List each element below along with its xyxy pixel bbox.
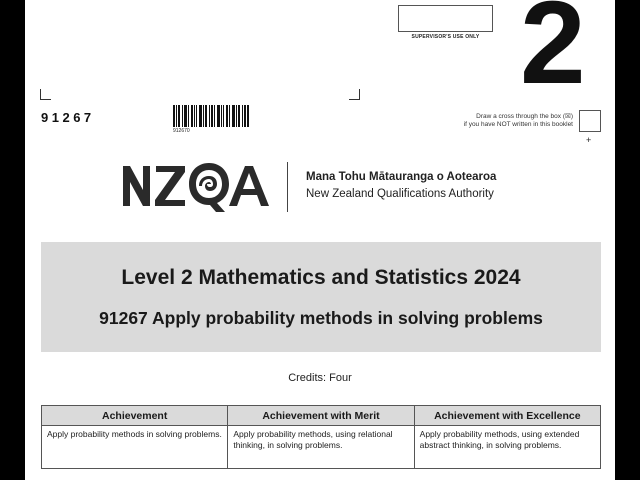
- standard-code: 91267: [41, 110, 95, 125]
- barcode-number: 912670: [173, 128, 190, 134]
- plus-mark: +: [586, 135, 592, 145]
- merit-description: Apply probability methods, using relational thinking, in solving problems.: [228, 426, 414, 469]
- header-merit: Achievement with Merit: [228, 406, 414, 426]
- cross-instruction: [395, 113, 573, 130]
- header-excellence: Achievement with Excellence: [414, 406, 600, 426]
- achievement-criteria-table: [41, 405, 601, 469]
- barcode: [173, 105, 249, 127]
- cross-instruction-line1: Draw a cross through the box (☒): [476, 113, 573, 120]
- not-written-checkbox[interactable]: [579, 110, 601, 132]
- exam-title: Level 2 Mathematics and Statistics 2024: [121, 266, 521, 289]
- nzqa-maori-name: Mana Tohu Mātauranga o Aotearoa: [306, 171, 497, 183]
- header-achievement: Achievement: [42, 406, 228, 426]
- nzqa-logo: [121, 160, 271, 214]
- supervisor-use-box: [398, 5, 493, 32]
- crop-mark-right: [349, 89, 360, 100]
- logo-divider: [287, 162, 288, 212]
- standard-title: 91267 Apply probability methods in solving problems: [99, 308, 543, 328]
- exam-cover-page: [25, 0, 615, 480]
- achievement-description: Apply probability methods in solving problems.: [42, 426, 228, 469]
- excellence-description: Apply probability methods, using extended abstract thinking, in solving problems.: [414, 426, 600, 469]
- cross-instruction-line2: if you have NOT written in this booklet: [463, 121, 573, 129]
- credits-label: Credits: Four: [288, 372, 352, 384]
- table-row: [42, 426, 601, 469]
- crop-mark-left: [40, 89, 51, 100]
- level-number: 2: [520, 0, 586, 109]
- title-band: [41, 242, 601, 352]
- nzqa-english-name: New Zealand Qualifications Authority: [306, 188, 494, 200]
- table-header-row: [42, 406, 601, 426]
- supervisor-use-label: SUPERVISOR'S USE ONLY: [411, 34, 480, 40]
